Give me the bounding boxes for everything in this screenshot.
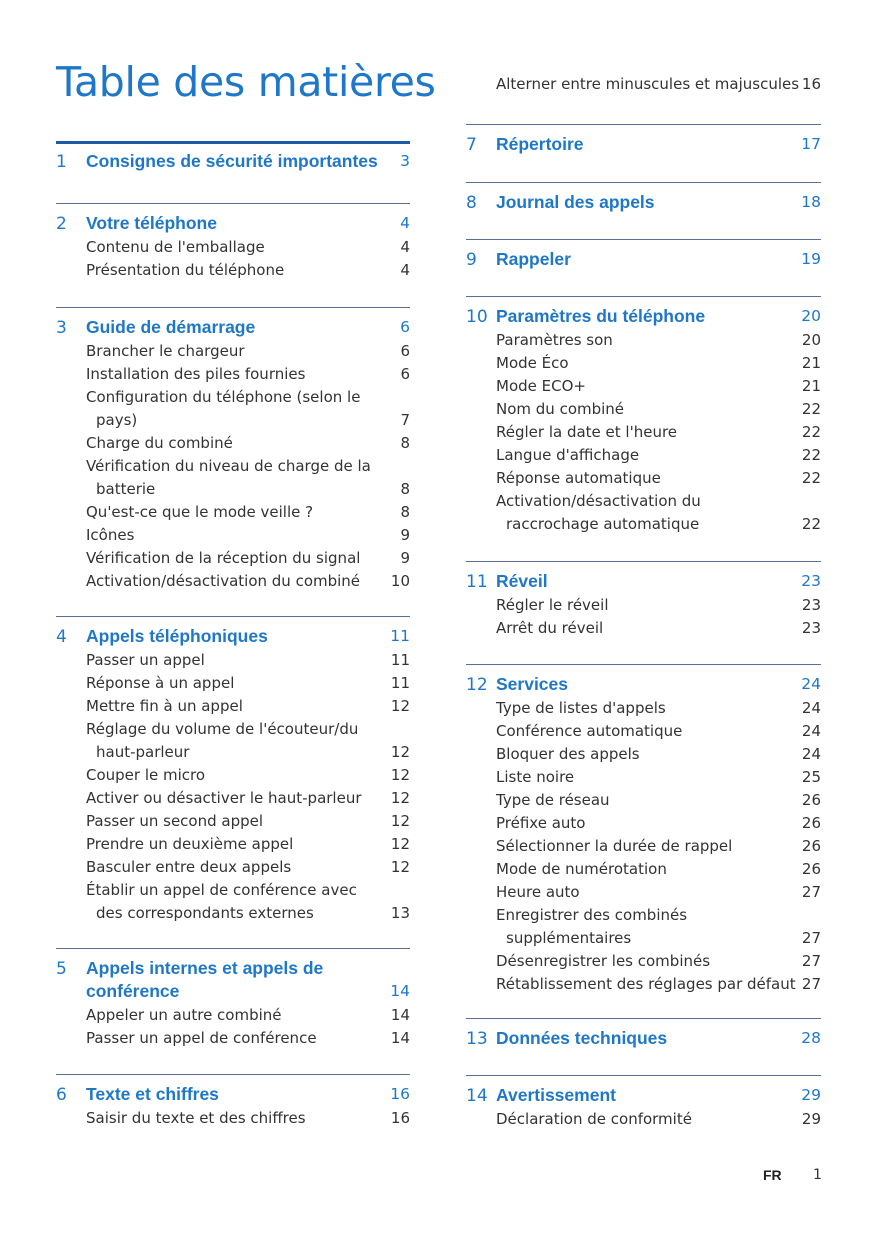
toc-entry[interactable]: Régler le réveil <box>496 596 609 614</box>
toc-entry[interactable]: Activation/désactivation du combiné <box>86 572 361 590</box>
section-number: 3 <box>56 318 67 338</box>
toc-entry-continued: pays) <box>96 411 138 429</box>
toc-entry-page-number: 12 <box>390 858 410 876</box>
toc-entry-page-number: 21 <box>801 354 821 372</box>
section-title: Répertoire <box>496 134 584 154</box>
toc-entry-page-number: 16 <box>390 1109 410 1127</box>
toc-entry[interactable]: Icônes <box>86 526 135 544</box>
toc-entry[interactable]: Régler la date et l'heure <box>496 423 678 441</box>
toc-entry-page-number: 11 <box>390 651 410 669</box>
section-title: Services <box>496 674 569 694</box>
section-number: 5 <box>56 959 67 979</box>
toc-entry-page-number: 22 <box>801 400 821 418</box>
toc-entry[interactable]: Alterner entre minuscules et majuscules <box>496 75 800 93</box>
section-title: Votre téléphone <box>86 213 217 233</box>
section-page-number: 4 <box>400 214 410 232</box>
footer-language: FR <box>763 1167 782 1183</box>
toc-entry-page-number: 12 <box>390 766 410 784</box>
toc-entry[interactable]: Activation/désactivation du <box>496 492 701 510</box>
toc-entry[interactable]: Passer un appel de conférence <box>86 1029 317 1047</box>
toc-entry[interactable]: Langue d'affichage <box>496 446 640 464</box>
section-title: Appels internes et appels de <box>86 958 324 978</box>
section-number: 13 <box>466 1029 488 1049</box>
toc-entry[interactable]: Mode de numérotation <box>496 860 667 878</box>
section-title: Réveil <box>496 571 548 591</box>
section-number: 9 <box>466 250 477 270</box>
toc-entry-continued: des correspondants externes <box>96 904 314 922</box>
section-divider <box>56 307 410 308</box>
section-divider <box>56 1074 410 1075</box>
section-page-number: 24 <box>801 675 821 693</box>
toc-entry-continued: raccrochage automatique <box>506 515 700 533</box>
toc-entry[interactable]: Mettre fin à un appel <box>86 697 243 715</box>
toc-entry[interactable]: Enregistrer des combinés <box>496 906 688 924</box>
toc-entry-continued: haut-parleur <box>96 743 190 761</box>
section-divider <box>466 239 821 240</box>
toc-entry-page-number: 6 <box>400 342 410 360</box>
section-divider <box>466 182 821 183</box>
toc-entry-page-number: 23 <box>801 596 821 614</box>
toc-entry[interactable]: Conférence automatique <box>496 722 683 740</box>
toc-entry[interactable]: Arrêt du réveil <box>496 619 604 637</box>
toc-entry-page-number: 12 <box>390 812 410 830</box>
toc-entry[interactable]: Réglage du volume de l'écouteur/du <box>86 720 359 738</box>
section-divider <box>466 296 821 297</box>
toc-entry-page-number: 27 <box>801 952 821 970</box>
toc-entry-page-number: 24 <box>801 699 821 717</box>
section-title: Paramètres du téléphone <box>496 306 706 326</box>
toc-entry[interactable]: Sélectionner la durée de rappel <box>496 837 733 855</box>
toc-entry[interactable]: Vérification du niveau de charge de la <box>86 457 371 475</box>
section-title-continued: conférence <box>86 981 180 1001</box>
toc-entry-page-number: 14 <box>390 1006 410 1024</box>
footer-page-number: 1 <box>813 1167 822 1183</box>
toc-entry[interactable]: Vérification de la réception du signal <box>86 549 361 567</box>
toc-entry-page-number: 26 <box>801 791 821 809</box>
toc-entry[interactable]: Qu'est-ce que le mode veille ? <box>86 503 314 521</box>
section-divider <box>56 141 410 144</box>
toc-entry-continued: supplémentaires <box>506 929 632 947</box>
toc-entry-page-number: 11 <box>390 674 410 692</box>
toc-entry[interactable]: Brancher le chargeur <box>86 342 245 360</box>
toc-entry-page-number: 8 <box>400 480 410 498</box>
toc-entry[interactable]: Passer un second appel <box>86 812 264 830</box>
section-page-number: 3 <box>400 152 410 170</box>
toc-entry-page-number: 22 <box>801 423 821 441</box>
toc-entry-page-number: 22 <box>801 469 821 487</box>
section-page-number: 14 <box>390 982 410 1000</box>
toc-entry[interactable]: Préfixe auto <box>496 814 586 832</box>
section-title: Texte et chiffres <box>86 1084 219 1104</box>
toc-entry[interactable]: Désenregistrer les combinés <box>496 952 711 970</box>
section-title: Données techniques <box>496 1028 668 1048</box>
section-page-number: 23 <box>801 572 821 590</box>
toc-entry[interactable]: Type de réseau <box>496 791 610 809</box>
toc-entry[interactable]: Saisir du texte et des chiffres <box>86 1109 306 1127</box>
toc-entry-page-number: 4 <box>400 261 410 279</box>
section-divider <box>56 203 410 204</box>
section-page-number: 29 <box>801 1086 821 1104</box>
section-page-number: 18 <box>801 193 821 211</box>
toc-entry-page-number: 20 <box>801 331 821 349</box>
toc-entry-page-number: 21 <box>801 377 821 395</box>
toc-entry[interactable]: Mode Éco <box>496 354 569 372</box>
toc-entry-page-number: 24 <box>801 745 821 763</box>
toc-entry[interactable]: Couper le micro <box>86 766 206 784</box>
toc-entry[interactable]: Présentation du téléphone <box>86 261 285 279</box>
toc-entry-page-number: 12 <box>390 743 410 761</box>
section-title: Rappeler <box>496 249 571 269</box>
toc-entry[interactable]: Prendre un deuxième appel <box>86 835 294 853</box>
section-number: 2 <box>56 214 67 234</box>
section-title: Consignes de sécurité importantes <box>86 151 378 171</box>
toc-entry[interactable]: Appeler un autre combiné <box>86 1006 282 1024</box>
toc-entry[interactable]: Installation des piles fournies <box>86 365 306 383</box>
toc-entry-page-number: 12 <box>390 835 410 853</box>
toc-entry[interactable]: Charge du combiné <box>86 434 233 452</box>
toc-entry[interactable]: Heure auto <box>496 883 580 901</box>
section-page-number: 11 <box>390 627 410 645</box>
section-divider <box>466 1018 821 1019</box>
section-divider <box>466 1075 821 1076</box>
toc-entry[interactable]: Liste noire <box>496 768 575 786</box>
toc-entry[interactable]: Activer ou désactiver le haut-parleur <box>86 789 362 807</box>
toc-entry[interactable]: Réponse automatique <box>496 469 661 487</box>
section-number: 6 <box>56 1085 67 1105</box>
toc-entry-page-number: 27 <box>801 975 821 993</box>
toc-entry-page-number: 14 <box>390 1029 410 1047</box>
toc-entry-page-number: 22 <box>801 446 821 464</box>
toc-entry-page-number: 26 <box>801 860 821 878</box>
toc-entry-page-number: 8 <box>400 434 410 452</box>
section-title: Avertissement <box>496 1085 616 1105</box>
section-divider <box>466 561 821 562</box>
toc-entry-page-number: 4 <box>400 238 410 256</box>
toc-entry[interactable]: Paramètres son <box>496 331 613 349</box>
section-page-number: 20 <box>801 307 821 325</box>
section-page-number: 19 <box>801 250 821 268</box>
toc-entry[interactable]: Basculer entre deux appels <box>86 858 292 876</box>
section-number: 7 <box>466 135 477 155</box>
toc-entry-page-number: 24 <box>801 722 821 740</box>
section-title: Guide de démarrage <box>86 317 256 337</box>
toc-entry[interactable]: Déclaration de conformité <box>496 1110 692 1128</box>
section-number: 14 <box>466 1086 488 1106</box>
section-title: Appels téléphoniques <box>86 626 268 646</box>
section-number: 8 <box>466 193 477 213</box>
toc-entry-page-number: 9 <box>400 526 410 544</box>
toc-entry-page-number: 13 <box>390 904 410 922</box>
toc-entry[interactable]: Nom du combiné <box>496 400 625 418</box>
section-number: 12 <box>466 675 488 695</box>
toc-entry-page-number: 26 <box>801 814 821 832</box>
toc-entry[interactable]: Établir un appel de conférence avec <box>86 881 357 899</box>
toc-entry-continued: batterie <box>96 480 156 498</box>
toc-entry[interactable]: Configuration du téléphone (selon le <box>86 388 361 406</box>
toc-entry-page-number: 29 <box>801 1110 821 1128</box>
toc-entry[interactable]: Type de listes d'appels <box>496 699 666 717</box>
toc-entry-page-number: 6 <box>400 365 410 383</box>
toc-entry-page-number: 27 <box>801 929 821 947</box>
toc-entry[interactable]: Contenu de l'emballage <box>86 238 265 256</box>
toc-entry-page-number: 22 <box>801 515 821 533</box>
toc-entry-page-number: 26 <box>801 837 821 855</box>
page-title: Table des matières <box>56 58 436 106</box>
section-title: Journal des appels <box>496 192 655 212</box>
section-page-number: 28 <box>801 1029 821 1047</box>
section-page-number: 6 <box>400 318 410 336</box>
toc-entry-page-number: 16 <box>801 75 821 93</box>
toc-entry[interactable]: Passer un appel <box>86 651 205 669</box>
toc-entry-page-number: 9 <box>400 549 410 567</box>
toc-entry-page-number: 23 <box>801 619 821 637</box>
toc-entry-page-number: 7 <box>400 411 410 429</box>
toc-entry-page-number: 10 <box>390 572 410 590</box>
toc-entry-page-number: 25 <box>801 768 821 786</box>
section-divider <box>56 948 410 949</box>
toc-entry[interactable]: Bloquer des appels <box>496 745 640 763</box>
section-number: 4 <box>56 627 67 647</box>
toc-entry[interactable]: Réponse à un appel <box>86 674 235 692</box>
toc-entry[interactable]: Rétablissement des réglages par défaut <box>496 975 796 993</box>
toc-entry-page-number: 12 <box>390 789 410 807</box>
section-divider <box>56 616 410 617</box>
toc-entry[interactable]: Mode ECO+ <box>496 377 586 395</box>
toc-entry-page-number: 8 <box>400 503 410 521</box>
section-number: 1 <box>56 152 67 172</box>
section-number: 10 <box>466 307 488 327</box>
section-page-number: 17 <box>801 135 821 153</box>
section-page-number: 16 <box>390 1085 410 1103</box>
toc-entry-page-number: 12 <box>390 697 410 715</box>
toc-entry-page-number: 27 <box>801 883 821 901</box>
section-number: 11 <box>466 572 488 592</box>
section-divider <box>466 124 821 125</box>
section-divider <box>466 664 821 665</box>
